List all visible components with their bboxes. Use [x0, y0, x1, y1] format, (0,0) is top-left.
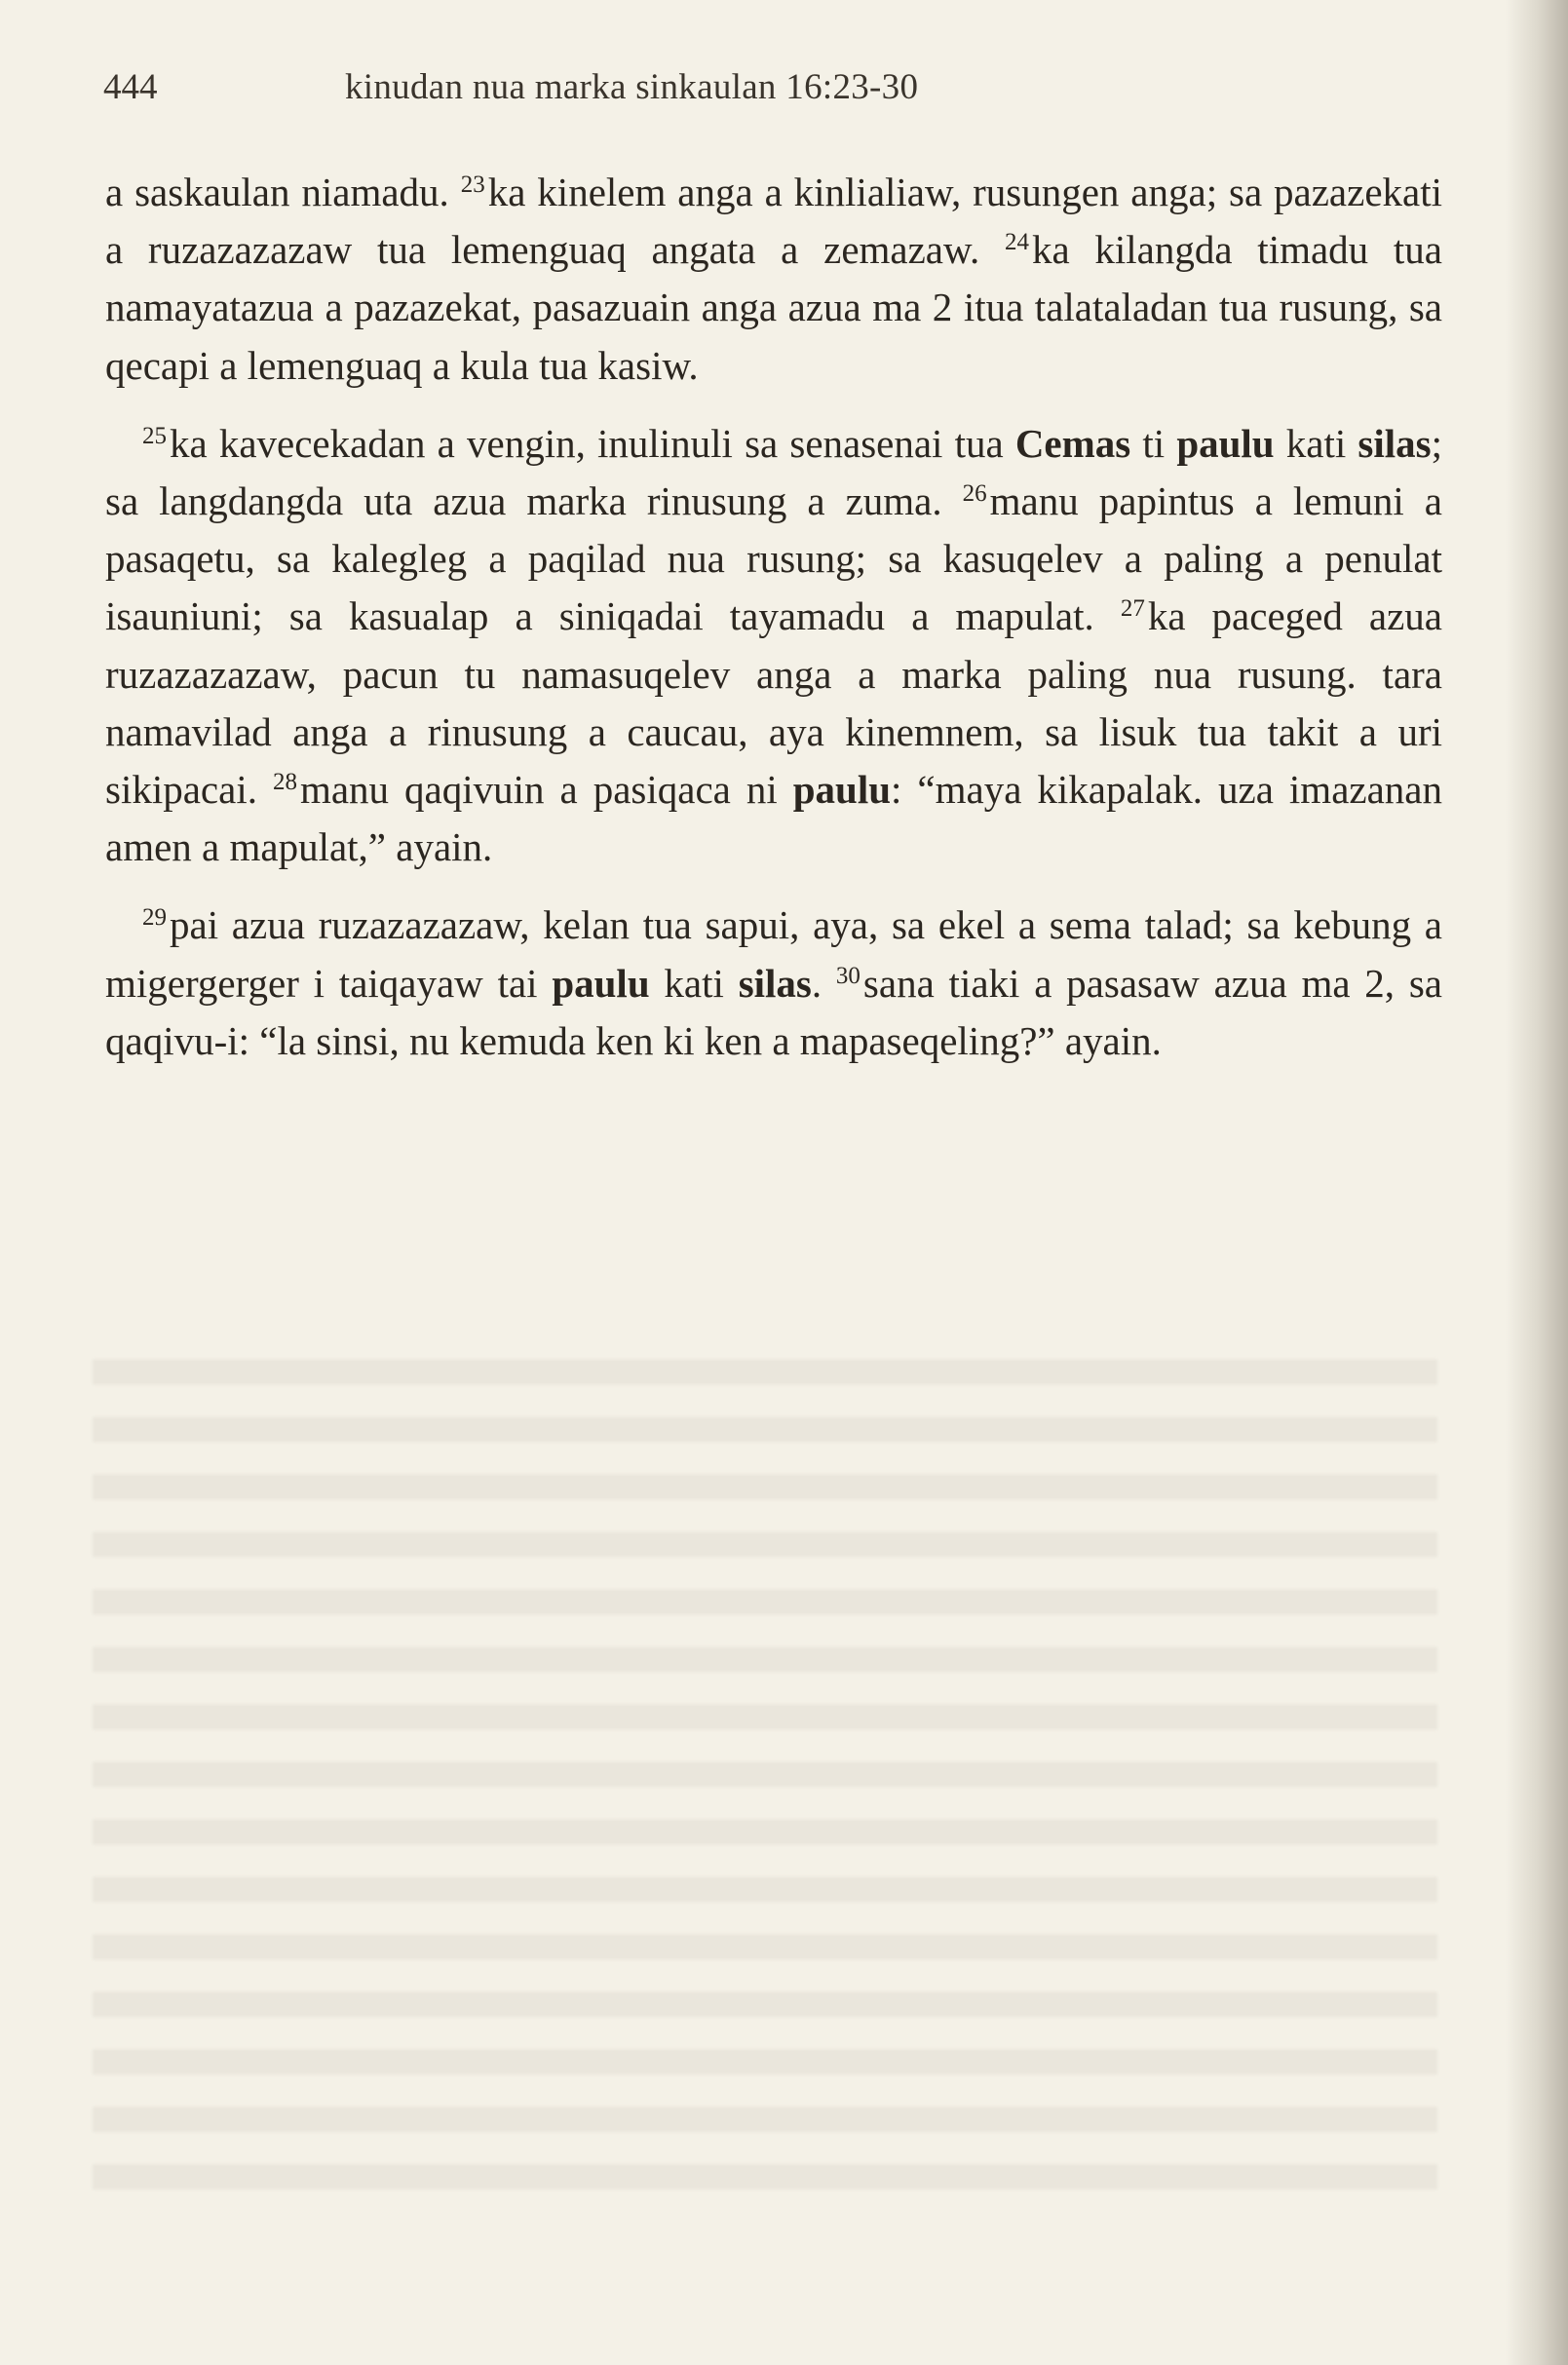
verse-number: 26 [962, 480, 987, 508]
paragraph [105, 896, 1442, 1070]
text-run: pai azua ruzazazazaw, kelan tua sapui, aya, sa ekel a sema talad; sa kebung a migergerger i taiqayaw tai [105, 902, 1442, 1006]
bold-name: paulu [552, 960, 650, 1006]
verse-number: 23 [460, 172, 485, 198]
verse-number: 28 [272, 769, 297, 796]
verse-number: 30 [835, 962, 860, 989]
bold-name: silas [1358, 420, 1432, 466]
text-run: ka kinelem anga a kinlialiaw, rusungen anga; sa pazazekati a ruzazazazaw tua lemenguaq angata a zemazaw. [105, 170, 1443, 273]
verse-number: 29 [142, 904, 167, 932]
text-run: a saskaulan niamadu. [105, 170, 461, 214]
running-head: kinudan nua marka sinkaulan 16:23-30 [345, 67, 919, 107]
bold-name: Cemas [1014, 420, 1131, 466]
bleed-through-text [93, 1359, 1437, 2197]
body-text [105, 164, 1442, 1070]
verse-number: 27 [1120, 595, 1145, 623]
bold-name: paulu [1176, 420, 1275, 466]
paragraph [105, 164, 1442, 395]
text-run: ka paceged azua ruzazazazaw, pacun tu namasuqelev anga a marka paling nua rusung. tara namavilad anga a rinusung a caucau, aya kinemnem, sa lisuk tua takit a uri sikipacai. [105, 593, 1442, 813]
text-run: manu qaqivuin a pasiqaca ni [299, 767, 793, 813]
text-run: sana tiaki a pasasaw azua ma 2, sa qaqivu-i: “la sinsi, nu kemuda ken ki ken a mapaseqeling?” ayain. [105, 960, 1442, 1063]
text-run: . [811, 960, 836, 1006]
page-header [103, 60, 1507, 115]
bold-name: paulu [792, 767, 892, 813]
bold-name: silas [738, 960, 812, 1006]
verse-number: 24 [1004, 229, 1029, 256]
text-run: ka kavecekadan a vengin, inulinuli sa senasenai tua [170, 420, 1015, 466]
page-number: 444 [103, 67, 158, 107]
text-run: : “maya kikapalak. uza imazanan amen a mapulat,” ayain. [105, 767, 1442, 870]
text-run: ; sa langdangda uta azua marka rinusung a zuma. [105, 420, 1442, 524]
text-run: kati [649, 960, 739, 1006]
verse-number: 25 [142, 422, 167, 449]
paragraph [105, 415, 1442, 877]
text-run: ti [1130, 420, 1177, 466]
text-run: ka kilangda timadu tua namayatazua a pazazekat, pasazuain anga azua ma 2 itua talataladan tua rusung, sa qecapi a lemenguaq a kula tua kasiw. [105, 227, 1443, 388]
text-run: manu papintus a lemuni a pasaqetu, sa kalegleg a paqilad nua rusung; sa kasuqelev a paling a penulat isauniuni; sa kasualap a siniqadai tayamadu a mapulat. [105, 478, 1442, 639]
text-run: kati [1274, 420, 1358, 466]
